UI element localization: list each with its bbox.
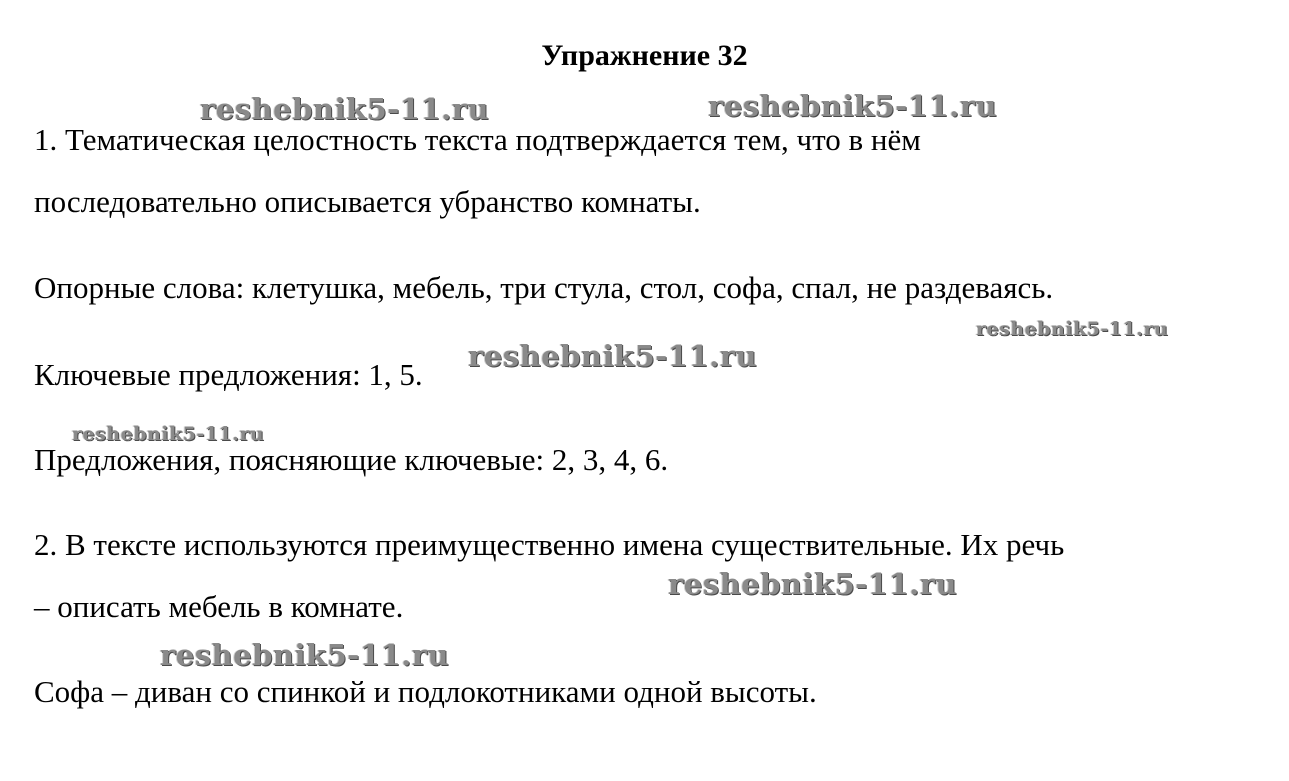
watermark: reshebnik5-11.ru <box>200 92 490 126</box>
watermark: reshebnik5-11.ru <box>976 318 1169 340</box>
text-line-5: Предложения, поясняющие ключевые: 2, 3, 4, 6. <box>34 442 669 477</box>
text-line-8: Софа – диван со спинкой и подлокотниками одной высоты. <box>34 674 817 709</box>
text-line-2: последовательно описывается убранство комнаты. <box>34 184 701 219</box>
exercise-title: Упражнение 32 <box>541 39 748 72</box>
watermark: reshebnik5-11.ru <box>668 567 958 601</box>
watermark: reshebnik5-11.ru <box>72 423 265 445</box>
watermark: reshebnik5-11.ru <box>708 89 998 123</box>
watermark: reshebnik5-11.ru <box>160 638 450 672</box>
text-line-3: Опорные слова: клетушка, мебель, три стула, стол, софа, спал, не раздеваясь. <box>34 270 1054 305</box>
text-line-7: – описать мебель в комнате. <box>34 589 404 624</box>
text-line-4: Ключевые предложения: 1, 5. <box>34 357 423 392</box>
text-line-6: 2. В тексте используются преимущественно имена существительные. Их речь <box>34 527 1065 562</box>
text-line-1: 1. Тематическая целостность текста подтверждается тем, что в нём <box>34 122 921 157</box>
watermark: reshebnik5-11.ru <box>468 339 758 373</box>
